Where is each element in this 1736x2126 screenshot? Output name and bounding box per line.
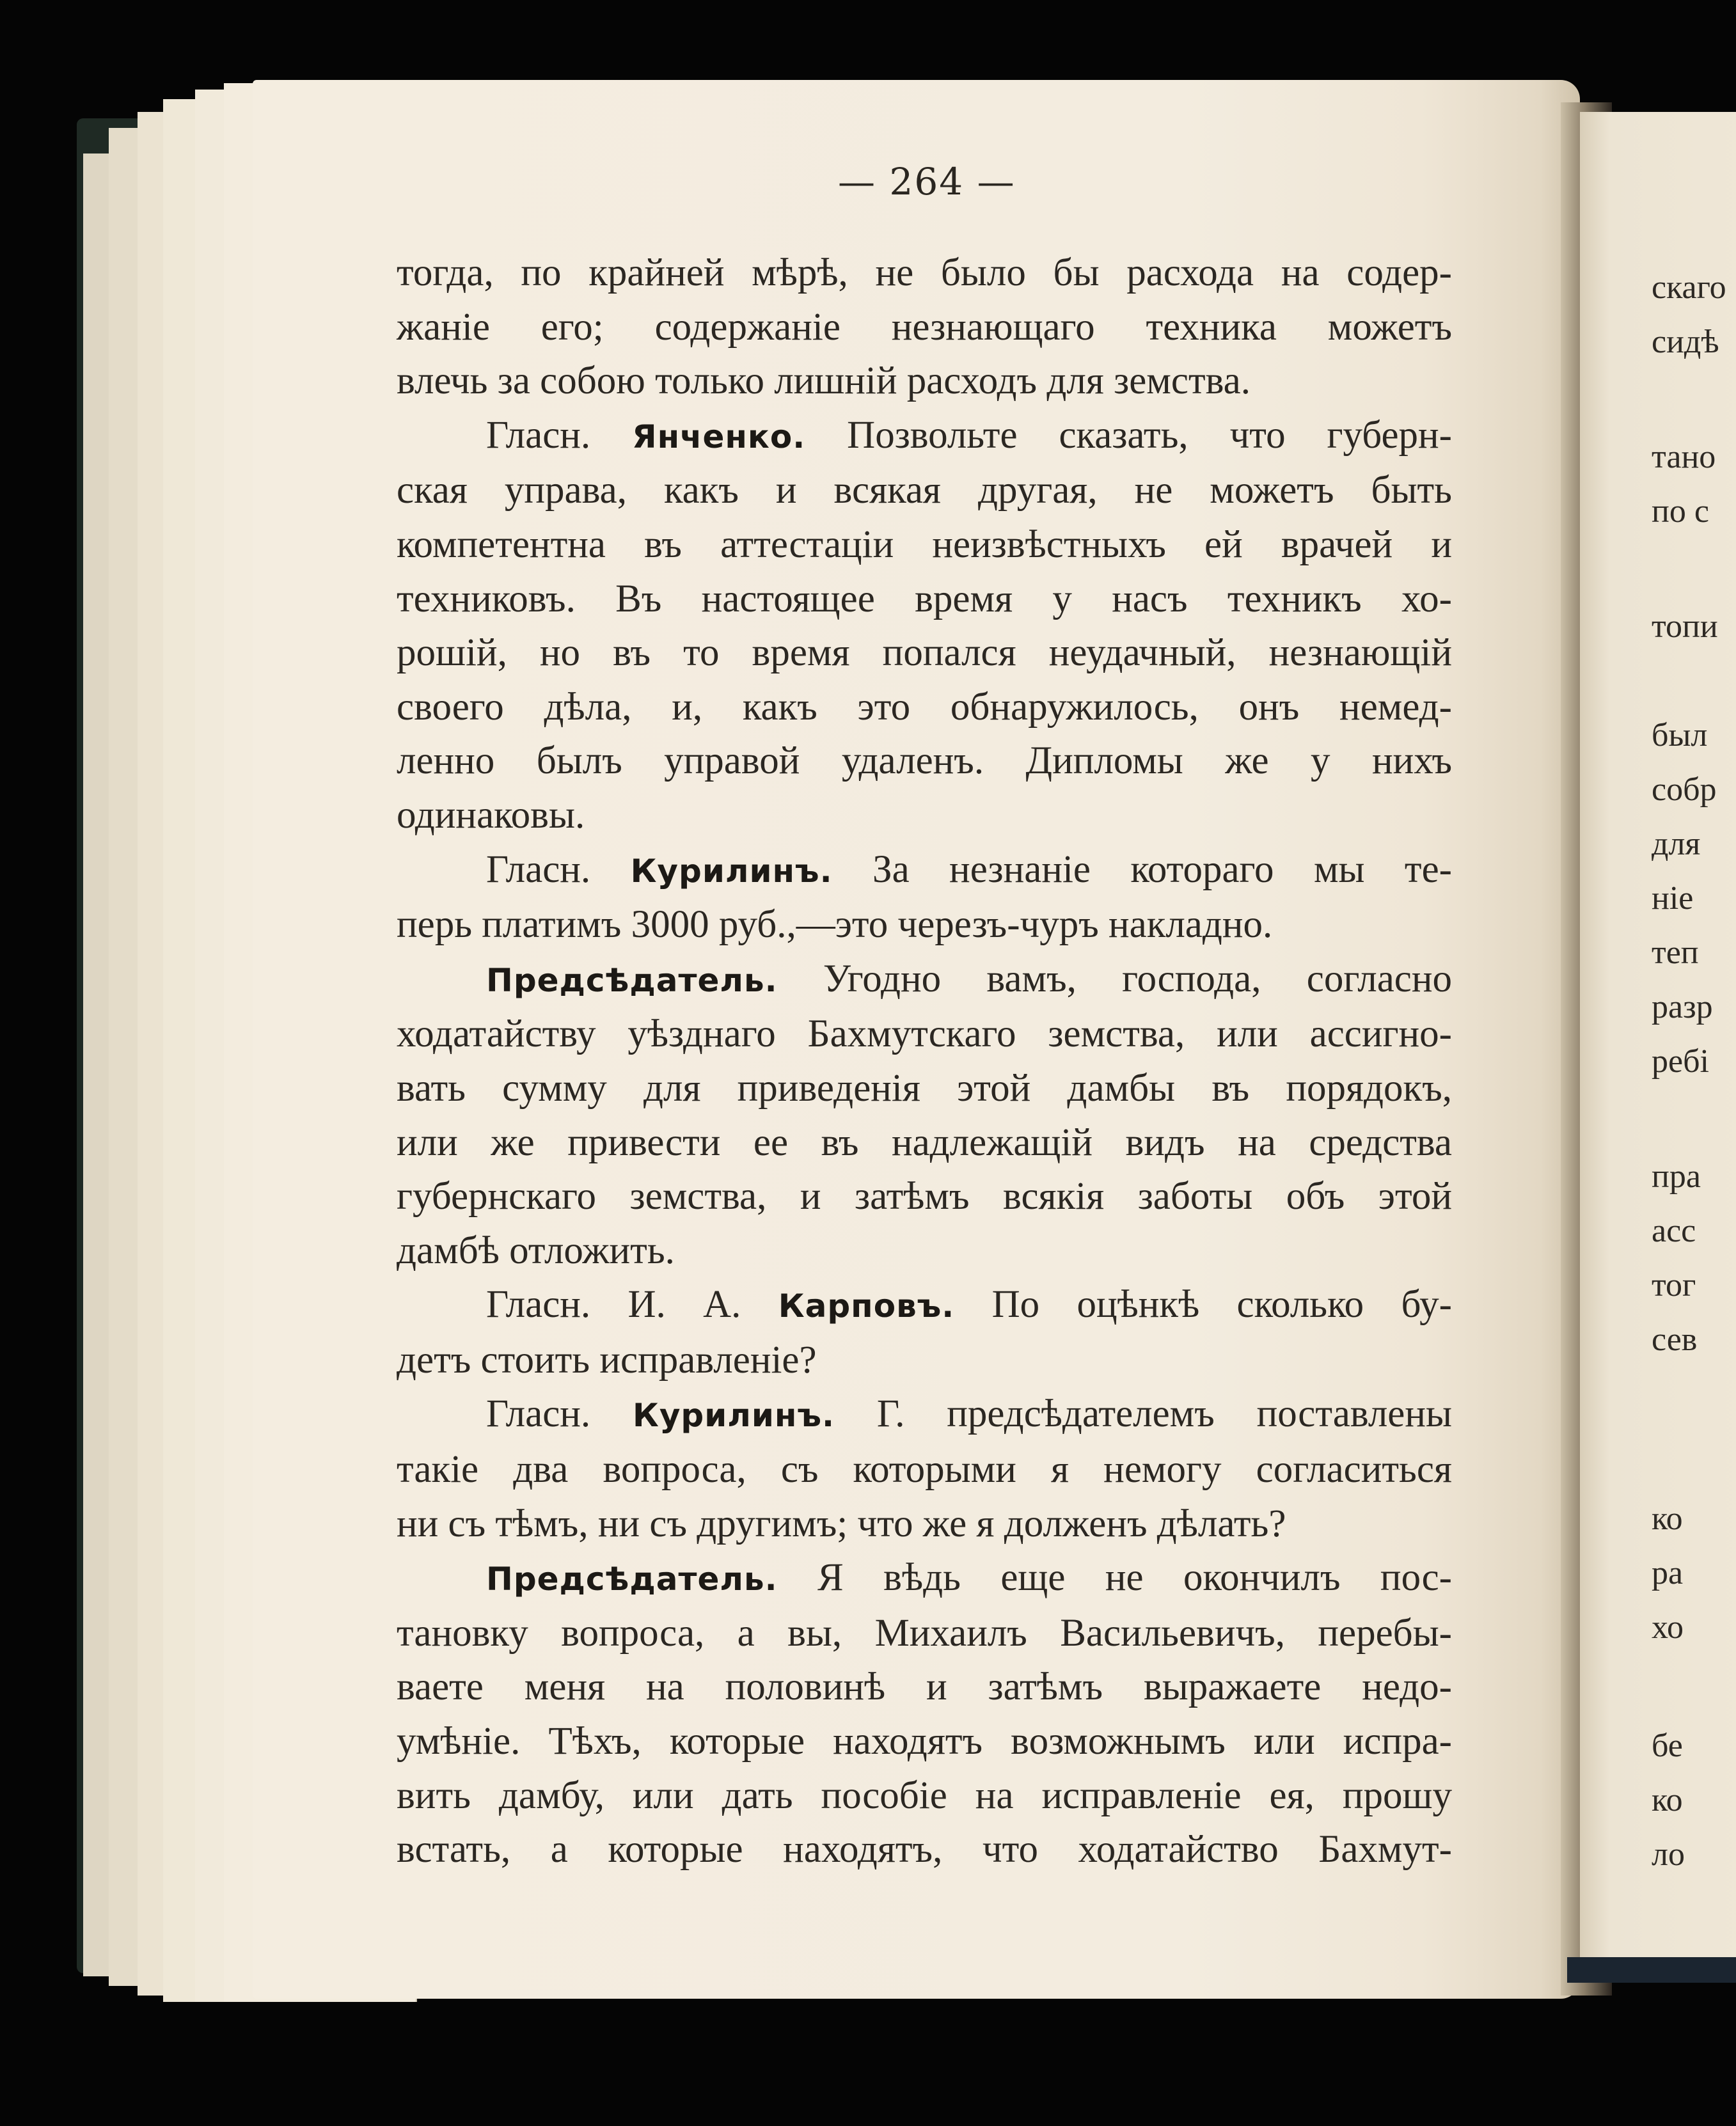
- text-run: ни съ тѣмъ, ни съ другимъ; что же я долженъ дѣлать?: [397, 1502, 1286, 1545]
- text-line: [397, 464, 1452, 518]
- text-run: Гласн.: [486, 1392, 633, 1436]
- text-line: [397, 1387, 1452, 1443]
- text-line: [397, 1769, 1452, 1823]
- text-run: Г. предсѣдателемъ поставлены: [835, 1392, 1452, 1436]
- text-run: встать, а которые находятъ, что ходатайство Бахмут-: [397, 1828, 1452, 1871]
- text-run: ходатайству уѣзднаго Бахмутскаго земства, или ассигно-: [397, 1012, 1452, 1056]
- speaker-name: Янченко.: [632, 418, 806, 455]
- text-line: [397, 246, 1452, 301]
- text-run: Я вѣдь еще не окончилъ пос-: [777, 1556, 1452, 1600]
- facing-page-line: ко: [1652, 1500, 1683, 1537]
- text-run: ская управа, какъ и всякая другая, не можетъ быть: [397, 469, 1452, 512]
- facing-page-line: ніе: [1652, 880, 1694, 917]
- text-run: вать сумму для приведенія этой дамбы въ порядокъ,: [397, 1066, 1452, 1110]
- text-run: Позвольте сказать, что губерн-: [805, 413, 1452, 457]
- text-line: [397, 626, 1452, 681]
- facing-page-line: собр: [1652, 771, 1717, 808]
- text-line: [397, 843, 1452, 899]
- text-line: [397, 1007, 1452, 1062]
- text-line: [397, 572, 1452, 627]
- text-run: По оцѣнкѣ сколько бу-: [954, 1283, 1452, 1327]
- text-line: [397, 789, 1452, 843]
- facing-page-line: разр: [1652, 989, 1713, 1025]
- facing-page-line: сидѣ: [1652, 324, 1719, 360]
- page-number: — 264 —: [838, 160, 1016, 203]
- text-line: [397, 1116, 1452, 1170]
- text-run: такіе два вопроса, съ которыми я немогу согласиться: [397, 1448, 1452, 1492]
- text-line: [397, 1551, 1452, 1607]
- speaker-name: Предсѣдатель.: [486, 1561, 778, 1598]
- facing-page-line: асс: [1652, 1213, 1696, 1249]
- facing-page-line: хо: [1652, 1609, 1684, 1646]
- facing-page-line: тано: [1652, 439, 1716, 475]
- speaker-name: Карповъ.: [778, 1287, 955, 1325]
- text-run: тановку вопроса, а вы, Михаилъ Васильевичъ, перебы-: [397, 1611, 1452, 1655]
- text-line: [397, 898, 1452, 952]
- text-run: или же привести ее въ надлежащій видъ на средства: [397, 1121, 1452, 1164]
- text-run: Гласн. И. А.: [486, 1283, 778, 1327]
- text-run: тогда, по крайней мѣрѣ, не было бы расхода на содер-: [397, 251, 1452, 294]
- text-run: ваете меня на половинѣ и затѣмъ выражаете недо-: [397, 1665, 1452, 1709]
- facing-page-line: для: [1652, 826, 1701, 862]
- facing-page-line: теп: [1652, 934, 1699, 971]
- text-run: Гласн.: [486, 847, 631, 891]
- text-line: [397, 1497, 1452, 1552]
- text-line: [397, 1278, 1452, 1334]
- facing-page-line: ло: [1652, 1836, 1685, 1873]
- text-run: влечь за собою только лишній расходъ для земства.: [397, 359, 1251, 403]
- text-run: За незнаніе котораго мы те-: [832, 847, 1452, 891]
- facing-page-line: был: [1652, 717, 1708, 753]
- text-line: [397, 1062, 1452, 1116]
- text-line: [397, 1224, 1452, 1279]
- book-cover-edge-right: [1567, 1957, 1736, 1983]
- text-run: умѣніе. Тѣхъ, которые находятъ возможнымъ или испра-: [397, 1720, 1452, 1763]
- text-line: [397, 1660, 1452, 1715]
- text-line: [397, 1823, 1452, 1877]
- text-run: детъ стоить исправленіе?: [397, 1338, 817, 1382]
- text-line: [397, 354, 1452, 409]
- text-run: ленно былъ управой удаленъ. Дипломы же у нихъ: [397, 739, 1452, 783]
- text-run: перь платимъ 3000 руб.,—это черезъ-чуръ накладно.: [397, 903, 1273, 947]
- page-body-text: [397, 246, 1452, 1877]
- text-run: одинаковы.: [397, 793, 585, 837]
- text-run: дамбѣ отложить.: [397, 1229, 675, 1272]
- speaker-name: Предсѣдатель.: [486, 961, 778, 999]
- facing-page-line: сев: [1652, 1321, 1698, 1358]
- facing-page-line: ребі: [1652, 1043, 1709, 1080]
- text-line: [397, 301, 1452, 355]
- facing-page-line: ко: [1652, 1782, 1683, 1818]
- facing-page-text-fragment: [1652, 269, 1736, 1880]
- facing-page-line: по с: [1652, 493, 1709, 530]
- text-run: жаніе его; содержаніе незнающаго техника можетъ: [397, 305, 1452, 349]
- text-line: [397, 681, 1452, 735]
- text-run: губернскаго земства, и затѣмъ всякія заботы объ этой: [397, 1175, 1452, 1218]
- text-run: Гласн.: [486, 413, 633, 457]
- text-run: компетентна въ аттестаціи неизвѣстныхъ ей врачей и: [397, 523, 1452, 566]
- text-run: вить дамбу, или дать пособіе на исправленіе ея, прошу: [397, 1774, 1452, 1817]
- text-line: [397, 734, 1452, 789]
- speaker-name: Курилинъ.: [632, 1397, 835, 1435]
- text-line: [397, 1715, 1452, 1769]
- text-line: [397, 952, 1452, 1008]
- text-line: [397, 1607, 1452, 1661]
- text-run: рошій, но въ то время попался неудачный, незнающій: [397, 631, 1452, 675]
- text-line: [397, 1334, 1452, 1388]
- text-run: техниковъ. Въ настоящее время у насъ техникъ хо-: [397, 577, 1452, 620]
- speaker-name: Курилинъ.: [630, 852, 833, 890]
- text-line: [397, 409, 1452, 464]
- facing-page-line: тог: [1652, 1267, 1696, 1303]
- text-line: [397, 1443, 1452, 1497]
- facing-page-line: скаго: [1652, 269, 1726, 306]
- text-line: [397, 518, 1452, 572]
- facing-page-line: ра: [1652, 1555, 1684, 1591]
- facing-page-line: пра: [1652, 1158, 1701, 1195]
- facing-page-line: бе: [1652, 1728, 1683, 1764]
- text-line: [397, 1170, 1452, 1224]
- facing-page-line: топи: [1652, 608, 1718, 645]
- text-run: Угодно вамъ, господа, согласно: [777, 957, 1452, 1000]
- text-run: своего дѣла, и, какъ это обнаружилось, онъ немед-: [397, 685, 1452, 728]
